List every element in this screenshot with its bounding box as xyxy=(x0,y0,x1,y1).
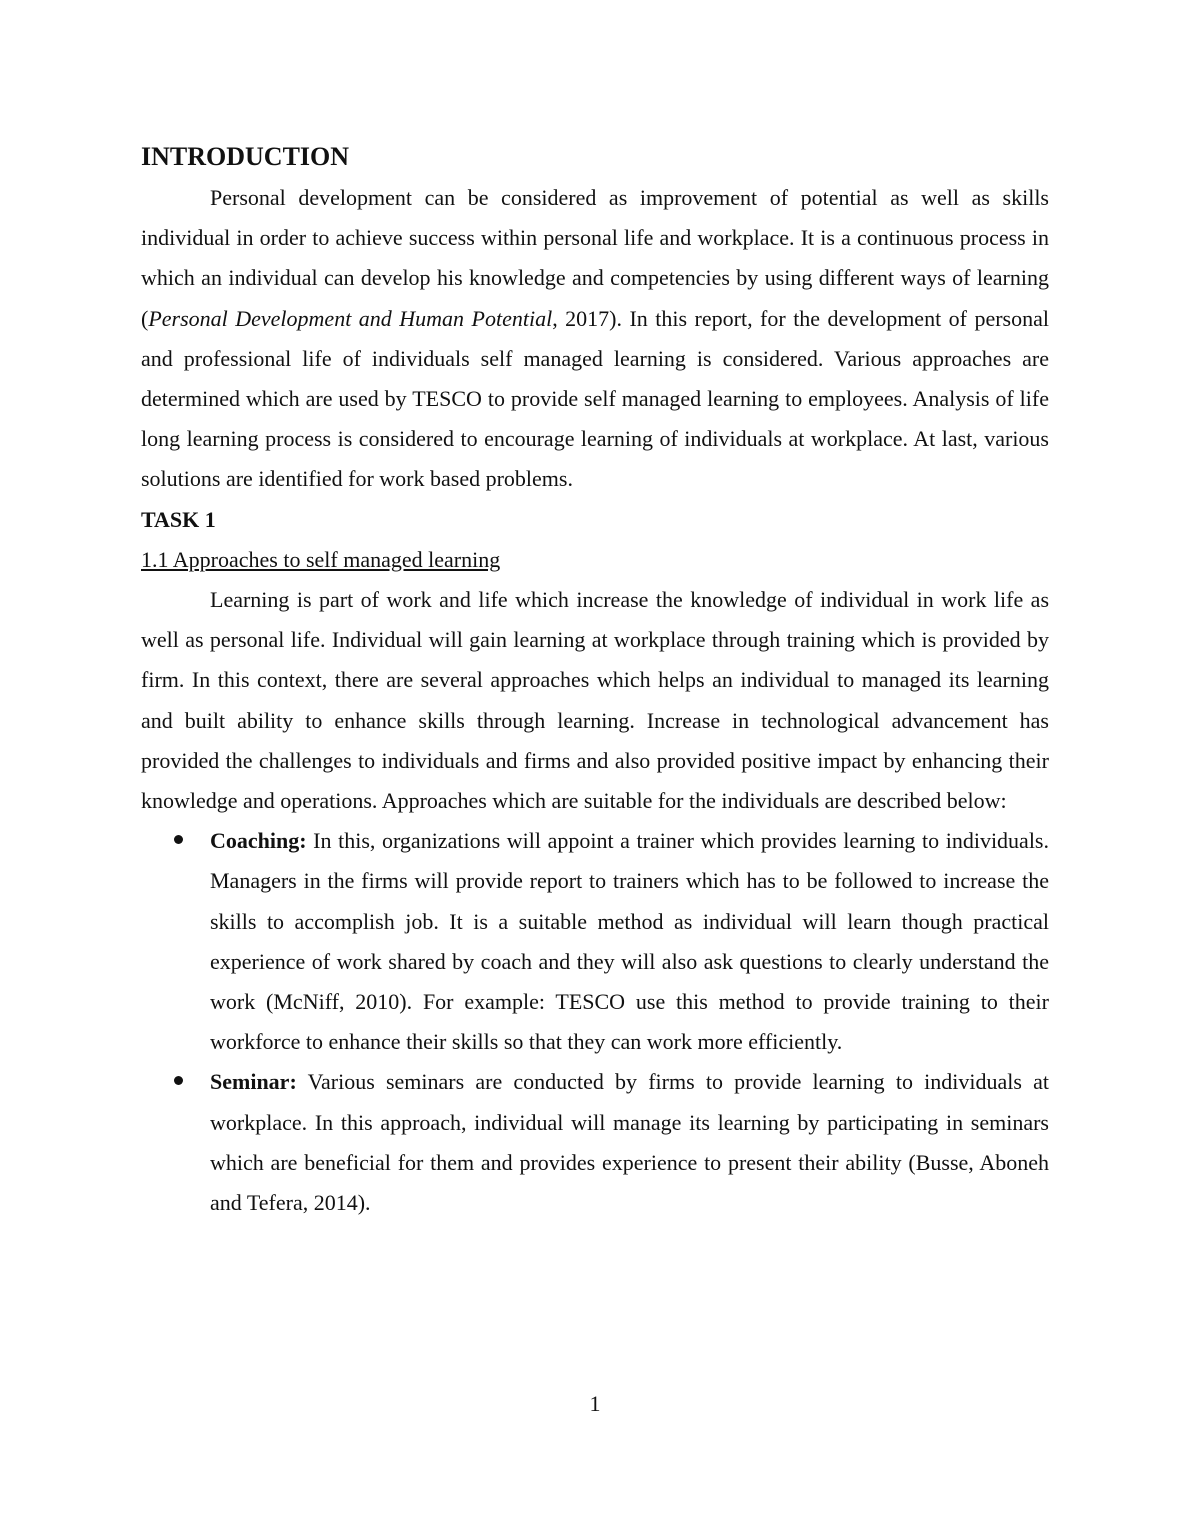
intro-text-start: Personal development can be considered as improvement of potential as well as skills individual in order to achieve success within personal life and workplace. It is a continuous process in which an individual can develop his knowledge and competencies by using different ways of learning ( xyxy=(141,185,1049,331)
list-item-text: In this, organizations will appoint a trainer which provides learning to individuals. Managers in the firms will provide report to trainers which has to be followed to increase the skills to accomplish job. It is a suitable method as individual will learn though practical experience of work shared by coach and they will also ask questions to clearly understand the work (McNiff, 2010). For example: TESCO use this method to provide training to their workforce to enhance their skills so that they can work more efficiently. xyxy=(210,828,1049,1055)
bullet-icon xyxy=(174,1076,183,1085)
list-item-text: Various seminars are conducted by firms to provide learning to individuals at workplace. In this approach, individual will manage its learning by participating in seminars which are beneficial for them and provides experience to present their ability (Busse, Aboneh and Tefera, 2014). xyxy=(210,1069,1049,1216)
section-paragraph: Learning is part of work and life which increase the knowledge of individual in work life as well as personal life. Individual will gain learning at workplace through training which is provided by firm. In this context, there are several approaches which helps an individual to managed its learning and built ability to enhance skills through learning. Increase in technological advancement has provided the challenges to individuals and firms and also provided positive impact by enhancing their knowledge and operations. Approaches which are suitable for the individuals are described below: xyxy=(141,587,1049,814)
intro-citation-title: Personal Development and Human Potential xyxy=(148,305,553,331)
section-heading: 1.1 Approaches to self managed learning xyxy=(141,546,501,572)
list-item-term: Seminar: xyxy=(210,1069,297,1095)
task-heading: TASK 1 xyxy=(141,506,216,532)
intro-text-end: , 2017). In this report, for the development of personal and professional life of individuals self managed learning is considered. Various approaches are determined which are used by TESCO to provide self managed learning to employees. Analysis of life long learning process is considered to encourage learning of individuals at workplace. At last, various solutions are identified for work based problems. xyxy=(141,305,1049,492)
list-item-coaching xyxy=(141,821,1049,1062)
introduction-paragraph xyxy=(141,178,1049,500)
list-item-seminar xyxy=(141,1062,1049,1223)
introduction-heading: INTRODUCTION xyxy=(141,142,350,171)
page-number: 1 xyxy=(589,1391,601,1416)
approaches-list xyxy=(141,821,1049,1223)
list-item-term: Coaching: xyxy=(210,828,307,854)
bullet-icon xyxy=(174,835,183,844)
page-content xyxy=(141,138,1049,1223)
